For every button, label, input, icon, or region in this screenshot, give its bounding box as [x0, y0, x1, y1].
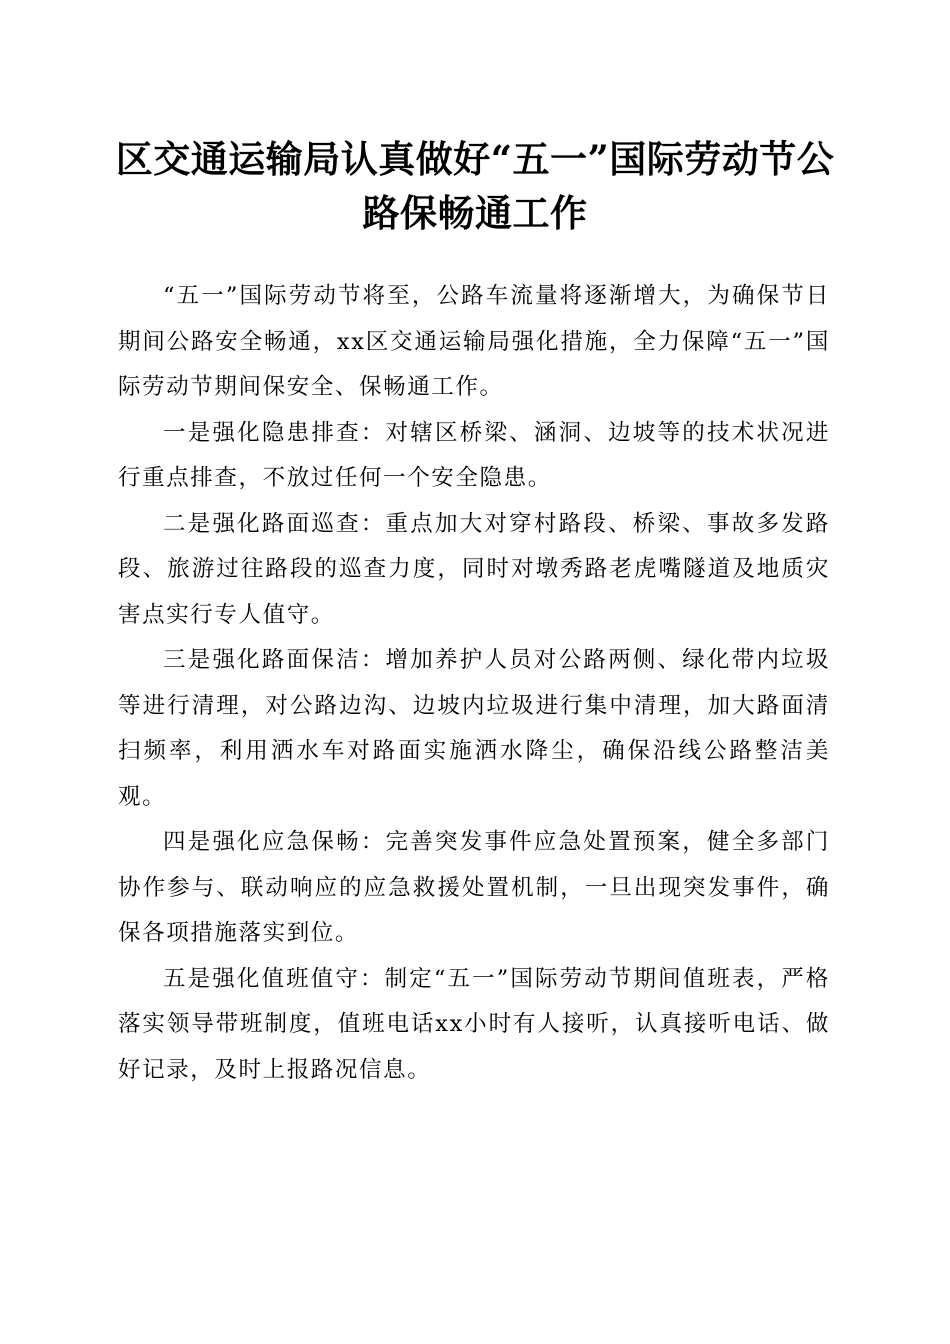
document-body [118, 274, 830, 1093]
document-title: 区交通运输局认真做好“五一”国际劳动节公路保畅通工作 [115, 137, 835, 235]
intro-paragraph: “五一”国际劳动节将至，公路车流量将逐渐增大，为确保节日期间公路安全畅通，xx区交通运输局强化措施，全力保障“五一”国际劳动节期间保安全、保畅通工作。 [118, 283, 830, 400]
paragraph-road-cleaning: 三是强化路面保洁：增加养护人员对公路两侧、绿化带内垃圾等进行清理，对公路边沟、边坡内垃圾进行集中清理，加大路面清扫频率，利用洒水车对路面实施洒水降尘，确保沿线公路整洁美观。 [118, 647, 830, 810]
paragraph-road-patrol: 二是强化路面巡查：重点加大对穿村路段、桥梁、事故多发路段、旅游过往路段的巡查力度，同时对墩秀路老虎嘴隧道及地质灾害点实行专人值守。 [118, 510, 830, 628]
paragraph-hazard-inspection: 一是强化隐患排查：对辖区桥梁、涵洞、边坡等的技术状况进行重点排查，不放过任何一个安全隐患。 [118, 419, 830, 491]
paragraph-emergency-response: 四是强化应急保畅：完善突发事件应急处置预案，健全多部门协作参与、联动响应的应急救援处置机制，一旦出现突发事件，确保各项措施落实到位。 [118, 829, 830, 946]
paragraph-duty-shift: 五是强化值班值守：制定“五一”国际劳动节期间值班表，严格落实领导带班制度，值班电话xx小时有人接听，认真接听电话、做好记录，及时上报路况信息。 [118, 965, 830, 1083]
